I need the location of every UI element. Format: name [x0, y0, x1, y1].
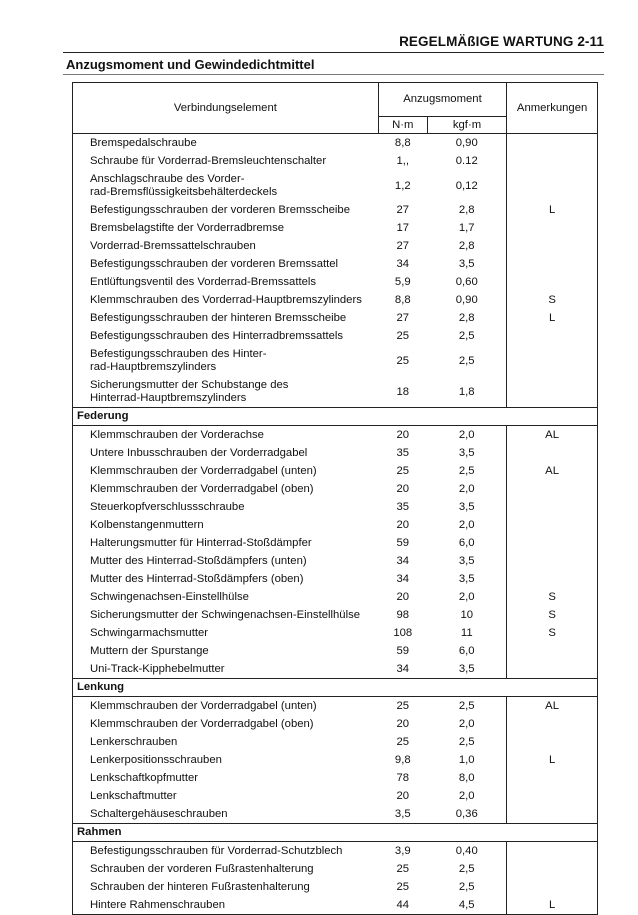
kgfm-cell: 2,5 [458, 736, 475, 748]
remark-cell [507, 534, 598, 552]
kgfm-cell: 3,5 [458, 555, 475, 567]
kgfm-cell: 2,0 [458, 591, 475, 603]
element-cell: Schwingarmachsmutter [73, 624, 379, 642]
element-cell: Hintere Rahmenschrauben [73, 896, 379, 915]
element-cell: Mutter des Hinterrad-Stoßdämpfers (unten) [73, 552, 379, 570]
remark-cell: L [507, 896, 598, 915]
remark-cell [507, 552, 598, 570]
element-cell: Klemmschrauben der Vorderradgabel (unten) [73, 697, 379, 716]
element-cell: Klemmschrauben der Vorderradgabel (oben) [73, 480, 379, 498]
remark-cell [507, 134, 598, 153]
table-row [73, 498, 598, 516]
remark-cell: L [507, 201, 598, 219]
element-cell: Klemmschrauben der Vorderradgabel (unten) [73, 462, 379, 480]
element-cell: Muttern der Spurstange [73, 642, 379, 660]
kgfm-cell: 1,0 [458, 754, 475, 766]
table-row [73, 588, 598, 606]
nm-cell: 25 [396, 465, 410, 477]
element-cell: Lenkerpositionsschrauben [73, 751, 379, 769]
kgfm-cell: 2,0 [458, 519, 475, 531]
element-cell: Befestigungsschrauben des Hinter- rad-Hauptbremszylinders [73, 345, 379, 376]
nm-cell: 20 [396, 718, 410, 730]
table-row [73, 327, 598, 345]
element-cell: Anschlagschraube des Vorder- rad-Bremsflüssigkeitsbehälterdeckels [73, 170, 379, 201]
element-cell: Schwingenachsen-Einstellhülse [73, 588, 379, 606]
kgfm-cell: 2,0 [458, 718, 475, 730]
element-cell: Klemmschrauben des Vorderrad-Hauptbremszylinders [73, 291, 379, 309]
kgfm-cell: 2,5 [458, 354, 475, 367]
table-row [73, 624, 598, 642]
remark-cell [507, 769, 598, 787]
remark-cell: S [507, 291, 598, 309]
table-row [73, 273, 598, 291]
kgfm-cell: 6,0 [458, 645, 475, 657]
category-row [73, 824, 598, 842]
col-header-remarks: Anmerkungen [507, 83, 598, 134]
remark-cell [507, 805, 598, 824]
element-cell: Lenkerschrauben [73, 733, 379, 751]
kgfm-cell: 3,5 [458, 447, 475, 459]
header-rule [63, 52, 604, 53]
category-title: Lenkung [73, 679, 598, 697]
table-row [73, 345, 598, 376]
nm-cell: 20 [396, 483, 410, 495]
table-row [73, 751, 598, 769]
element-cell: Lenkschaftkopfmutter [73, 769, 379, 787]
table-row [73, 426, 598, 445]
nm-cell: 27 [396, 240, 410, 252]
remark-cell: AL [507, 426, 598, 445]
category-title: Rahmen [73, 824, 598, 842]
nm-cell: 20 [396, 429, 410, 441]
nm-cell: 25 [396, 736, 410, 748]
table-row [73, 534, 598, 552]
element-cell: Sicherungsmutter der Schubstange des Hinterrad-Hauptbremszylinders [73, 376, 379, 408]
remark-cell: S [507, 606, 598, 624]
remark-cell [507, 516, 598, 534]
kgfm-cell: 11 [460, 627, 473, 639]
kgfm-cell: 3,5 [427, 660, 506, 679]
kgfm-cell: 2,8 [458, 312, 475, 324]
section-title: Anzugsmoment und Gewindedichtmittel [66, 57, 315, 72]
kgfm-cell: 2,5 [458, 465, 475, 477]
kgfm-cell: 2,5 [458, 863, 475, 875]
nm-cell: 3,5 [378, 805, 427, 824]
nm-cell: 44 [378, 896, 427, 915]
nm-cell: 20 [396, 519, 410, 531]
remark-cell [507, 733, 598, 751]
table-row [73, 201, 598, 219]
remark-cell [507, 152, 598, 170]
kgfm-cell: 0,90 [455, 137, 478, 149]
kgfm-cell: 3,5 [458, 258, 475, 270]
table-row [73, 787, 598, 805]
nm-cell: 34 [396, 258, 410, 270]
table-row [73, 516, 598, 534]
nm-cell: 25 [396, 354, 410, 367]
remark-cell [507, 715, 598, 733]
nm-cell: 17 [396, 222, 410, 234]
remark-cell [507, 327, 598, 345]
element-cell: Befestigungsschrauben für Vorderrad-Schutzblech [73, 842, 379, 861]
nm-cell: 25 [396, 330, 410, 342]
table-row [73, 697, 598, 716]
nm-cell: 27 [396, 204, 410, 216]
element-cell: Klemmschrauben der Vorderradgabel (oben) [73, 715, 379, 733]
element-cell: Schraube für Vorderrad-Bremsleuchtenschalter [73, 152, 379, 170]
nm-cell: 1,2 [394, 179, 411, 192]
table-row [73, 715, 598, 733]
kgfm-cell: 6,0 [458, 537, 475, 549]
kgfm-cell: 10 [460, 609, 474, 621]
nm-cell: 78 [396, 772, 410, 784]
element-cell: Lenkschaftmutter [73, 787, 379, 805]
element-cell: Bremspedalschraube [73, 134, 379, 153]
category-row [73, 408, 598, 426]
remark-cell [507, 255, 598, 273]
kgfm-cell: 2,0 [458, 483, 475, 495]
nm-cell: 35 [396, 501, 410, 513]
nm-cell: 25 [396, 863, 410, 875]
element-cell: Halterungsmutter für Hinterrad-Stoßdämpfer [73, 534, 379, 552]
nm-cell: 8,8 [394, 137, 411, 149]
table-row [73, 480, 598, 498]
remark-cell [507, 878, 598, 896]
element-cell: Untere Inbusschrauben der Vorderradgabel [73, 444, 379, 462]
kgfm-cell: 2,5 [458, 881, 475, 893]
nm-cell: 108 [393, 627, 413, 639]
remark-cell [507, 570, 598, 588]
table-row [73, 570, 598, 588]
remark-cell [507, 498, 598, 516]
category-row [73, 679, 598, 697]
nm-cell: 34 [396, 555, 410, 567]
kgfm-cell: 2,8 [458, 240, 475, 252]
kgfm-cell: 0,12 [455, 179, 478, 192]
table-body [73, 134, 598, 915]
element-cell: Schrauben der vorderen Fußrastenhalterung [73, 860, 379, 878]
table-row [73, 444, 598, 462]
kgfm-cell: 3,5 [458, 573, 475, 585]
page-header: REGELMÄßIGE WARTUNG 2-11 [399, 34, 604, 49]
kgfm-cell: 1,8 [427, 376, 506, 408]
nm-cell: 59 [396, 537, 410, 549]
kgfm-cell: 2,8 [458, 204, 475, 216]
remark-cell [507, 219, 598, 237]
element-cell: Klemmschrauben der Vorderachse [73, 426, 379, 445]
remark-cell: L [507, 751, 598, 769]
table-row [73, 170, 598, 201]
kgfm-cell: 0.12 [455, 155, 478, 167]
remark-cell [507, 170, 598, 201]
nm-cell: 25 [396, 700, 410, 712]
element-cell: Vorderrad-Bremssattelschrauben [73, 237, 379, 255]
table-row [73, 896, 598, 915]
kgfm-cell: 2,5 [458, 700, 475, 712]
table-row [73, 878, 598, 896]
element-cell: Kolbenstangenmuttern [73, 516, 379, 534]
kgfm-cell: 2,0 [458, 429, 475, 441]
kgfm-cell: 3,5 [458, 501, 475, 513]
remark-cell [507, 480, 598, 498]
table-row [73, 842, 598, 861]
table-row [73, 860, 598, 878]
table-row [73, 219, 598, 237]
table-row [73, 805, 598, 824]
nm-cell: 20 [396, 591, 410, 603]
table-row [73, 606, 598, 624]
nm-cell: 25 [396, 881, 410, 893]
element-cell: Befestigungsschrauben der vorderen Bremssattel [73, 255, 379, 273]
element-cell: Uni-Track-Kipphebelmutter [73, 660, 379, 679]
nm-cell: 5,9 [394, 276, 411, 288]
remark-cell [507, 660, 598, 679]
table-row [73, 291, 598, 309]
remark-cell [507, 842, 598, 861]
table-row [73, 769, 598, 787]
nm-cell: 18 [378, 376, 427, 408]
table-row [73, 733, 598, 751]
element-cell: Entlüftungsventil des Vorderrad-Bremssattels [73, 273, 379, 291]
kgfm-cell: 4,5 [427, 896, 506, 915]
table-row [73, 134, 598, 153]
remark-cell [507, 787, 598, 805]
element-cell: Bremsbelagstifte der Vorderradbremse [73, 219, 379, 237]
kgfm-cell: 2,5 [458, 330, 475, 342]
remark-cell [507, 345, 598, 376]
kgfm-cell: 1,7 [458, 222, 475, 234]
nm-cell: 8,8 [394, 294, 411, 306]
element-cell: Befestigungsschrauben des Hinterradbremssattels [73, 327, 379, 345]
remark-cell: AL [507, 697, 598, 716]
remark-cell [507, 376, 598, 408]
section-rule [63, 74, 604, 75]
element-cell: Befestigungsschrauben der hinteren Bremsscheibe [73, 309, 379, 327]
nm-cell: 3,9 [394, 845, 411, 857]
table-row [73, 462, 598, 480]
nm-cell: 34 [396, 573, 410, 585]
table-row [73, 255, 598, 273]
remark-cell [507, 237, 598, 255]
element-cell: Mutter des Hinterrad-Stoßdämpfers (oben) [73, 570, 379, 588]
kgfm-cell: 0,40 [455, 845, 478, 857]
kgfm-cell: 2,0 [458, 790, 475, 802]
col-header-element: Verbindungselement [73, 83, 379, 134]
col-header-nm: N·m [378, 117, 427, 134]
nm-cell: 27 [396, 312, 410, 324]
torque-table [72, 82, 598, 915]
nm-cell: 34 [378, 660, 427, 679]
table-row [73, 237, 598, 255]
kgfm-cell: 0,60 [455, 276, 478, 288]
nm-cell: 1,, [396, 155, 410, 167]
element-cell: Schaltergehäuseschrauben [73, 805, 379, 824]
element-cell: Befestigungsschrauben der vorderen Bremsscheibe [73, 201, 379, 219]
remark-cell [507, 860, 598, 878]
col-header-torque: Anzugsmoment [378, 83, 506, 117]
kgfm-cell: 0,90 [455, 294, 478, 306]
remark-cell [507, 273, 598, 291]
col-header-kgfm: kgf·m [427, 117, 506, 134]
remark-cell: S [507, 624, 598, 642]
remark-cell: AL [507, 462, 598, 480]
table-row [73, 376, 598, 408]
nm-cell: 20 [396, 790, 410, 802]
nm-cell: 98 [396, 609, 410, 621]
table-row [73, 309, 598, 327]
element-cell: Sicherungsmutter der Schwingenachsen-Einstellhülse [73, 606, 379, 624]
table-row [73, 152, 598, 170]
kgfm-cell: 8,0 [458, 772, 475, 784]
nm-cell: 9,8 [394, 754, 411, 766]
table-row [73, 642, 598, 660]
element-cell: Schrauben der hinteren Fußrastenhalterung [73, 878, 379, 896]
table-row [73, 552, 598, 570]
nm-cell: 59 [396, 645, 410, 657]
remark-cell [507, 444, 598, 462]
kgfm-cell: 0,36 [427, 805, 506, 824]
nm-cell: 35 [396, 447, 410, 459]
remark-cell: L [507, 309, 598, 327]
element-cell: Steuerkopfverschlussschraube [73, 498, 379, 516]
remark-cell: S [507, 588, 598, 606]
category-title: Federung [73, 408, 598, 426]
remark-cell [507, 642, 598, 660]
table-row [73, 660, 598, 679]
